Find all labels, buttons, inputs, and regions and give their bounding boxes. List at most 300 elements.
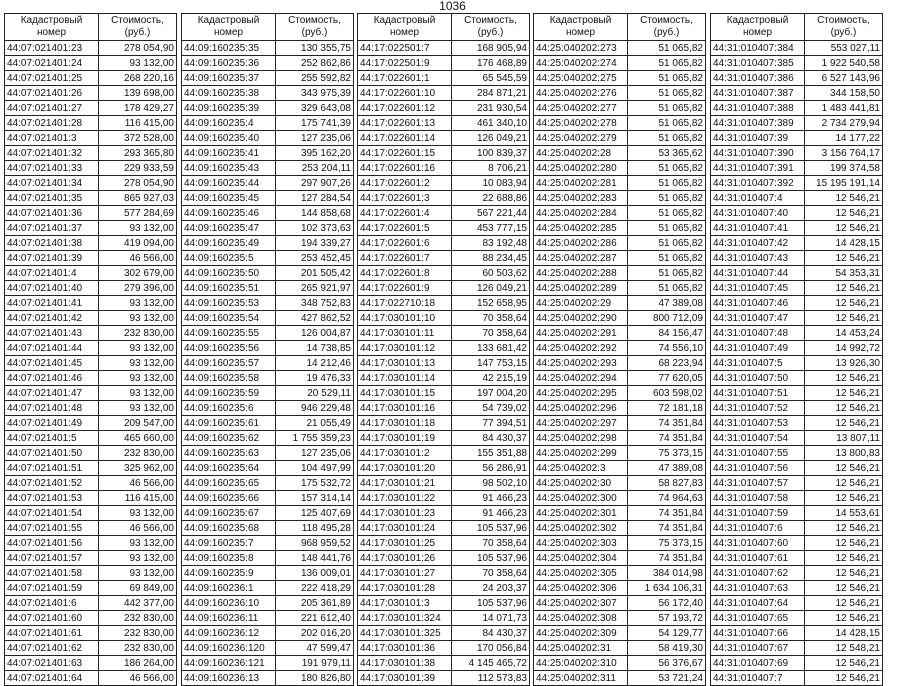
table-row <box>534 581 706 596</box>
cost-cell: 51 065,82 <box>628 236 706 251</box>
table-row <box>5 341 177 356</box>
cost-cell: 384 014,98 <box>628 566 706 581</box>
cost-cell: 93 132,00 <box>99 221 177 236</box>
table-row <box>534 371 706 386</box>
cost-cell: 51 065,82 <box>628 251 706 266</box>
cadastral-number-cell: 44:17:030101:24 <box>358 521 452 536</box>
table-row <box>534 521 706 536</box>
cost-cell: 56 376,67 <box>628 656 706 671</box>
cost-cell: 118 495,28 <box>276 521 354 536</box>
cadastral-number-cell: 44:25:040202:306 <box>534 581 628 596</box>
cost-cell: 53 721,24 <box>628 671 706 686</box>
cadastral-number-cell: 44:25:040202:283 <box>534 191 628 206</box>
cadastral-number-cell: 44:07:021401:57 <box>5 551 99 566</box>
table-row <box>711 446 883 461</box>
cadastral-number-cell: 44:09:160236:12 <box>182 626 276 641</box>
cost-cell: 74 351,84 <box>628 551 706 566</box>
table-row <box>5 491 177 506</box>
table-row <box>182 86 354 101</box>
cost-cell: 93 132,00 <box>99 536 177 551</box>
cost-cell: 12 546,21 <box>805 536 883 551</box>
cadastral-number-cell: 44:09:160236:11 <box>182 611 276 626</box>
table-row <box>711 566 883 581</box>
cadastral-number-cell: 44:17:022601:3 <box>358 191 452 206</box>
header-row <box>711 14 883 41</box>
cost-cell: 253 452,45 <box>276 251 354 266</box>
cadastral-number-cell: 44:17:022601:8 <box>358 266 452 281</box>
cost-cell: 1 922 540,58 <box>805 56 883 71</box>
cost-cell: 56 286,91 <box>452 461 530 476</box>
cadastral-number-cell: 44:07:021401:35 <box>5 191 99 206</box>
cost-cell: 46 566,00 <box>99 251 177 266</box>
cadastral-number-cell: 44:25:040202:276 <box>534 86 628 101</box>
table-row <box>182 521 354 536</box>
cost-cell: 12 546,21 <box>805 296 883 311</box>
cost-cell: 84 156,47 <box>628 326 706 341</box>
cadastral-number-cell: 44:31:010407:4 <box>711 191 805 206</box>
cadastral-number-cell: 44:17:022501:7 <box>358 41 452 56</box>
table-row <box>534 71 706 86</box>
table-row <box>5 161 177 176</box>
table-row <box>5 281 177 296</box>
table-row <box>182 251 354 266</box>
table-row <box>711 56 883 71</box>
cadastral-number-cell: 44:31:010407:50 <box>711 371 805 386</box>
cadastral-number-cell: 44:31:010407:5 <box>711 356 805 371</box>
cost-cell: 209 547,00 <box>99 416 177 431</box>
table-row <box>5 296 177 311</box>
table-row <box>711 506 883 521</box>
table-row <box>358 311 530 326</box>
table-row <box>358 86 530 101</box>
cadastral-number-cell: 44:07:021401:59 <box>5 581 99 596</box>
table-row <box>711 476 883 491</box>
cost-cell: 84 430,37 <box>452 626 530 641</box>
cost-cell: 75 373,15 <box>628 446 706 461</box>
cadastral-number-cell: 44:07:021401:41 <box>5 296 99 311</box>
cadastral-number-cell: 44:09:160235:47 <box>182 221 276 236</box>
cost-cell: 22 688,86 <box>452 191 530 206</box>
cadastral-number-cell: 44:07:021401:60 <box>5 611 99 626</box>
table-row <box>182 41 354 56</box>
cost-cell: 14 738,85 <box>276 341 354 356</box>
cadastral-number-cell: 44:25:040202:284 <box>534 206 628 221</box>
cadastral-number-cell: 44:25:040202:300 <box>534 491 628 506</box>
cost-cell: 12 546,21 <box>805 221 883 236</box>
cost-cell: 302 679,00 <box>99 266 177 281</box>
table-row <box>358 581 530 596</box>
table-row <box>182 446 354 461</box>
cost-cell: 12 546,21 <box>805 416 883 431</box>
cadastral-number-cell: 44:07:021401:27 <box>5 101 99 116</box>
cost-cell: 1 483 441,81 <box>805 101 883 116</box>
cadastral-number-cell: 44:31:010407:58 <box>711 491 805 506</box>
header-cadastral-number: Кадастровый номер <box>182 14 276 41</box>
cadastral-number-cell: 44:25:040202:289 <box>534 281 628 296</box>
cost-cell: 968 959,52 <box>276 536 354 551</box>
cadastral-number-cell: 44:17:030101:10 <box>358 311 452 326</box>
table-row <box>358 341 530 356</box>
cadastral-number-cell: 44:31:010407:6 <box>711 521 805 536</box>
table-row <box>534 161 706 176</box>
cost-cell: 125 407,69 <box>276 506 354 521</box>
table-row <box>358 41 530 56</box>
cadastral-number-cell: 44:17:030101:3 <box>358 596 452 611</box>
cost-cell: 231 930,54 <box>452 101 530 116</box>
table-row <box>534 626 706 641</box>
header-cadastral-number: Кадастровый номер <box>711 14 805 41</box>
table-row <box>711 581 883 596</box>
header-cost: Стоимость, (руб.) <box>628 14 706 41</box>
table-row <box>182 566 354 581</box>
cost-cell: 47 389,08 <box>628 461 706 476</box>
cost-cell: 93 132,00 <box>99 56 177 71</box>
table-row <box>5 431 177 446</box>
table-row <box>5 146 177 161</box>
table-row <box>534 146 706 161</box>
cadastral-number-cell: 44:25:040202:293 <box>534 356 628 371</box>
cadastral-number-cell: 44:07:021401:63 <box>5 656 99 671</box>
table-row <box>534 356 706 371</box>
cost-cell: 84 430,37 <box>452 431 530 446</box>
table-row <box>5 56 177 71</box>
cost-cell: 70 358,64 <box>452 311 530 326</box>
table-row <box>358 476 530 491</box>
cost-cell: 130 355,75 <box>276 41 354 56</box>
table-row <box>534 476 706 491</box>
cost-cell: 4 145 465,72 <box>452 656 530 671</box>
cost-cell: 58 419,30 <box>628 641 706 656</box>
table-row <box>534 326 706 341</box>
cost-cell: 51 065,82 <box>628 101 706 116</box>
cadastral-number-cell: 44:09:160235:64 <box>182 461 276 476</box>
cost-cell: 74 964,63 <box>628 491 706 506</box>
table-row <box>358 176 530 191</box>
cost-cell: 232 830,00 <box>99 446 177 461</box>
cost-cell: 24 203,37 <box>452 581 530 596</box>
table-row <box>534 281 706 296</box>
table-row <box>5 656 177 671</box>
cadastral-number-cell: 44:07:021401:56 <box>5 536 99 551</box>
table-row <box>358 191 530 206</box>
cadastral-number-cell: 44:09:160235:37 <box>182 71 276 86</box>
table-row <box>182 611 354 626</box>
cost-cell: 1 755 359,23 <box>276 431 354 446</box>
cost-cell: 12 546,21 <box>805 461 883 476</box>
cadastral-number-cell: 44:25:040202:296 <box>534 401 628 416</box>
cadastral-number-cell: 44:17:030101:27 <box>358 566 452 581</box>
cadastral-number-cell: 44:07:021401:64 <box>5 671 99 686</box>
table-row <box>534 536 706 551</box>
table-row <box>534 206 706 221</box>
table-row <box>711 401 883 416</box>
cadastral-number-cell: 44:07:021401:52 <box>5 476 99 491</box>
table-row <box>182 506 354 521</box>
cadastral-number-cell: 44:25:040202:301 <box>534 506 628 521</box>
cadastral-number-cell: 44:09:160235:45 <box>182 191 276 206</box>
cadastral-number-cell: 44:09:160235:51 <box>182 281 276 296</box>
table-row <box>182 221 354 236</box>
table-row <box>182 341 354 356</box>
cadastral-number-cell: 44:17:030101:22 <box>358 491 452 506</box>
cadastral-number-cell: 44:09:160236:121 <box>182 656 276 671</box>
cadastral-number-cell: 44:07:021401:53 <box>5 491 99 506</box>
cost-cell: 372 528,00 <box>99 131 177 146</box>
cadastral-number-cell: 44:07:021401:40 <box>5 281 99 296</box>
cost-cell: 329 643,08 <box>276 101 354 116</box>
cadastral-number-cell: 44:31:010407:47 <box>711 311 805 326</box>
cost-cell: 51 065,82 <box>628 161 706 176</box>
cadastral-number-cell: 44:31:010407:53 <box>711 416 805 431</box>
table-row <box>711 146 883 161</box>
header-cadastral-number: Кадастровый номер <box>358 14 452 41</box>
cadastral-number-cell: 44:31:010407:41 <box>711 221 805 236</box>
cost-cell: 112 573,83 <box>452 671 530 686</box>
table-row <box>5 41 177 56</box>
table-row <box>182 476 354 491</box>
cadastral-number-cell: 44:25:040202:310 <box>534 656 628 671</box>
cadastral-number-cell: 44:09:160235:61 <box>182 416 276 431</box>
table-row <box>534 176 706 191</box>
cost-cell: 93 132,00 <box>99 296 177 311</box>
cost-cell: 155 351,88 <box>452 446 530 461</box>
table-row <box>182 311 354 326</box>
table-row <box>711 296 883 311</box>
table-row <box>358 521 530 536</box>
cadastral-number-cell: 44:25:040202:299 <box>534 446 628 461</box>
cost-cell: 93 132,00 <box>99 356 177 371</box>
cost-cell: 12 546,21 <box>805 596 883 611</box>
cadastral-number-cell: 44:17:022601:1 <box>358 71 452 86</box>
cadastral-number-cell: 44:17:030101:13 <box>358 356 452 371</box>
cadastral-number-cell: 44:17:022710:18 <box>358 296 452 311</box>
cost-cell: 13 807,11 <box>805 431 883 446</box>
cadastral-number-cell: 44:25:040202:285 <box>534 221 628 236</box>
cadastral-number-cell: 44:07:021401:62 <box>5 641 99 656</box>
cost-cell: 51 065,82 <box>628 86 706 101</box>
cost-cell: 12 548,21 <box>805 641 883 656</box>
cost-cell: 60 503,62 <box>452 266 530 281</box>
cadastral-number-cell: 44:07:021401:48 <box>5 401 99 416</box>
header-cadastral-number: Кадастровый номер <box>534 14 628 41</box>
table-row <box>5 476 177 491</box>
cadastral-number-cell: 44:09:160235:46 <box>182 206 276 221</box>
cost-cell: 180 826,80 <box>276 671 354 686</box>
cost-cell: 46 566,00 <box>99 476 177 491</box>
table-row <box>182 671 354 686</box>
table-row <box>5 626 177 641</box>
cadastral-number-cell: 44:07:021401:26 <box>5 86 99 101</box>
table-row <box>5 401 177 416</box>
cost-cell: 419 094,00 <box>99 236 177 251</box>
cost-cell: 133 681,42 <box>452 341 530 356</box>
table-row <box>182 536 354 551</box>
cadastral-number-cell: 44:07:021401:43 <box>5 326 99 341</box>
table-row <box>182 56 354 71</box>
cost-cell: 191 979,11 <box>276 656 354 671</box>
cost-cell: 175 532,72 <box>276 476 354 491</box>
table-row <box>534 221 706 236</box>
table-row <box>534 431 706 446</box>
cadastral-number-cell: 44:31:010407:388 <box>711 101 805 116</box>
cadastral-number-cell: 44:07:021401:39 <box>5 251 99 266</box>
cadastral-number-cell: 44:25:040202:31 <box>534 641 628 656</box>
cost-cell: 14 177,22 <box>805 131 883 146</box>
cadastral-number-cell: 44:25:040202:292 <box>534 341 628 356</box>
cadastral-number-cell: 44:31:010407:55 <box>711 446 805 461</box>
table-row <box>358 551 530 566</box>
table-row <box>358 446 530 461</box>
cost-cell: 53 365,62 <box>628 146 706 161</box>
cost-cell: 51 065,82 <box>628 221 706 236</box>
cadastral-number-cell: 44:25:040202:309 <box>534 626 628 641</box>
cadastral-number-cell: 44:17:022501:9 <box>358 56 452 71</box>
cost-cell: 284 871,21 <box>452 86 530 101</box>
cost-cell: 577 284,69 <box>99 206 177 221</box>
cadastral-number-cell: 44:31:010407:60 <box>711 536 805 551</box>
table-row <box>711 221 883 236</box>
cadastral-number-cell: 44:09:160236:120 <box>182 641 276 656</box>
cadastral-number-cell: 44:07:021401:6 <box>5 596 99 611</box>
cadastral-number-cell: 44:31:010407:42 <box>711 236 805 251</box>
table-row <box>358 461 530 476</box>
cadastral-number-cell: 44:25:040202:311 <box>534 671 628 686</box>
cost-cell: 104 497,99 <box>276 461 354 476</box>
cadastral-number-cell: 44:17:030101:26 <box>358 551 452 566</box>
cadastral-number-cell: 44:25:040202:290 <box>534 311 628 326</box>
table-row <box>182 131 354 146</box>
table-row <box>5 326 177 341</box>
cost-cell: 100 839,37 <box>452 146 530 161</box>
cadastral-number-cell: 44:17:030101:325 <box>358 626 452 641</box>
cost-cell: 93 132,00 <box>99 566 177 581</box>
cadastral-number-cell: 44:17:030101:16 <box>358 401 452 416</box>
cost-cell: 13 926,30 <box>805 356 883 371</box>
cost-cell: 72 181,18 <box>628 401 706 416</box>
table-row <box>182 431 354 446</box>
header-cost: Стоимость, (руб.) <box>805 14 883 41</box>
cadastral-number-cell: 44:09:160236:1 <box>182 581 276 596</box>
cost-cell: 12 546,21 <box>805 311 883 326</box>
table-row <box>711 596 883 611</box>
table-row <box>5 671 177 686</box>
cost-cell: 127 235,06 <box>276 131 354 146</box>
table-row <box>5 86 177 101</box>
table-row <box>534 41 706 56</box>
cost-cell: 69 849,00 <box>99 581 177 596</box>
cadastral-number-cell: 44:09:160235:7 <box>182 536 276 551</box>
table-row <box>5 311 177 326</box>
cadastral-number-cell: 44:25:040202:288 <box>534 266 628 281</box>
cost-cell: 465 660,00 <box>99 431 177 446</box>
table-row <box>534 116 706 131</box>
cadastral-table-2 <box>181 13 354 686</box>
cadastral-number-cell: 44:31:010407:65 <box>711 611 805 626</box>
cost-cell: 395 162,20 <box>276 146 354 161</box>
cost-cell: 58 827,83 <box>628 476 706 491</box>
cost-cell: 93 132,00 <box>99 386 177 401</box>
cadastral-number-cell: 44:09:160235:63 <box>182 446 276 461</box>
table-row <box>182 416 354 431</box>
table-row <box>5 131 177 146</box>
table-row <box>358 626 530 641</box>
cost-cell: 603 598,02 <box>628 386 706 401</box>
cost-cell: 74 351,84 <box>628 431 706 446</box>
cost-cell: 127 235,06 <box>276 446 354 461</box>
cadastral-number-cell: 44:31:010407:54 <box>711 431 805 446</box>
cadastral-number-cell: 44:07:021401:38 <box>5 236 99 251</box>
cadastral-number-cell: 44:07:021401:36 <box>5 206 99 221</box>
cadastral-number-cell: 44:17:030101:25 <box>358 536 452 551</box>
table-row <box>182 401 354 416</box>
table-row <box>534 311 706 326</box>
table-row <box>182 326 354 341</box>
cadastral-number-cell: 44:17:030101:39 <box>358 671 452 686</box>
table-row <box>5 101 177 116</box>
cadastral-number-cell: 44:31:010407:387 <box>711 86 805 101</box>
cadastral-number-cell: 44:31:010407:44 <box>711 266 805 281</box>
table-row <box>711 371 883 386</box>
cost-cell: 265 921,97 <box>276 281 354 296</box>
cadastral-number-cell: 44:31:010407:69 <box>711 656 805 671</box>
table-row <box>711 266 883 281</box>
cadastral-number-cell: 44:31:010407:392 <box>711 176 805 191</box>
cadastral-number-cell: 44:31:010407:391 <box>711 161 805 176</box>
cost-cell: 278 054,90 <box>99 41 177 56</box>
cost-cell: 199 374,58 <box>805 161 883 176</box>
table-row <box>711 281 883 296</box>
table-row <box>711 356 883 371</box>
cadastral-number-cell: 44:17:022601:9 <box>358 281 452 296</box>
cost-cell: 232 830,00 <box>99 611 177 626</box>
cadastral-number-cell: 44:17:030101:36 <box>358 641 452 656</box>
table-row <box>358 401 530 416</box>
cost-cell: 21 055,49 <box>276 416 354 431</box>
cadastral-table-1 <box>4 13 177 686</box>
table-row <box>711 101 883 116</box>
cadastral-number-cell: 44:25:040202:287 <box>534 251 628 266</box>
cadastral-number-cell: 44:09:160235:41 <box>182 146 276 161</box>
table-row <box>182 356 354 371</box>
table-row <box>5 536 177 551</box>
cadastral-table-3 <box>357 13 530 686</box>
cost-cell: 91 466,23 <box>452 506 530 521</box>
cost-cell: 293 365,80 <box>99 146 177 161</box>
table-row <box>182 146 354 161</box>
cost-cell: 197 004,20 <box>452 386 530 401</box>
header-row <box>182 14 354 41</box>
cadastral-number-cell: 44:07:021401:45 <box>5 356 99 371</box>
cadastral-number-cell: 44:31:010407:67 <box>711 641 805 656</box>
table-row <box>711 116 883 131</box>
cadastral-number-cell: 44:07:021401:54 <box>5 506 99 521</box>
cadastral-table-4 <box>533 13 706 686</box>
table-row <box>358 131 530 146</box>
cost-cell: 194 339,27 <box>276 236 354 251</box>
table-row <box>182 626 354 641</box>
table-row <box>534 671 706 686</box>
header-row <box>534 14 706 41</box>
cost-cell: 105 537,96 <box>452 521 530 536</box>
cadastral-number-cell: 44:31:010407:46 <box>711 296 805 311</box>
cost-cell: 176 468,89 <box>452 56 530 71</box>
cost-cell: 442 377,00 <box>99 596 177 611</box>
table-row <box>5 506 177 521</box>
table-row <box>534 56 706 71</box>
cadastral-number-cell: 44:31:010407:384 <box>711 41 805 56</box>
cost-cell: 157 314,14 <box>276 491 354 506</box>
cadastral-number-cell: 44:31:010407:385 <box>711 56 805 71</box>
